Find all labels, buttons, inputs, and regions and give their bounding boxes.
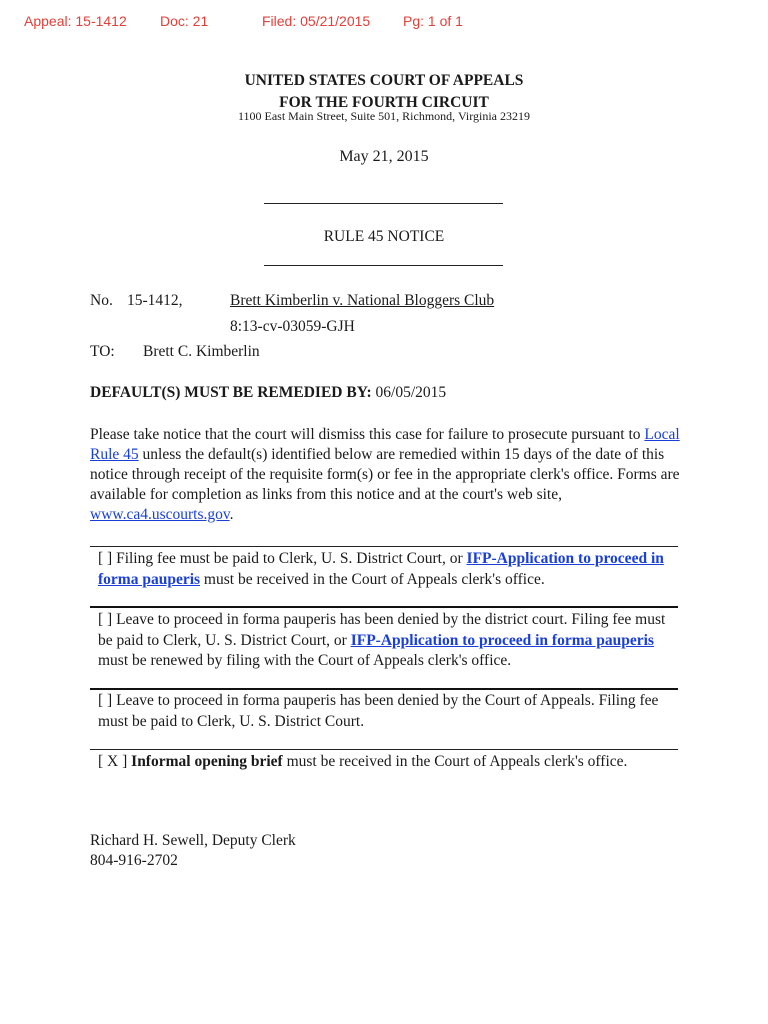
title-rule-top xyxy=(264,203,503,204)
recipient-name: Brett C. Kimberlin xyxy=(143,343,260,360)
item-text: must be received in the Court of Appeals clerk's office. xyxy=(200,570,545,588)
item-text: must be received in the Court of Appeals clerk's office. xyxy=(282,753,628,770)
ifp-application-link[interactable]: IFP-Application to proceed in forma pauperis xyxy=(98,550,664,588)
item-divider xyxy=(90,606,678,608)
item-checkbox: [ ] xyxy=(98,550,113,567)
filed-date: Filed: 05/21/2015 xyxy=(262,13,371,29)
court-name-line-2: FOR THE FOURTH CIRCUIT xyxy=(279,94,489,111)
intro-paragraph xyxy=(90,425,704,525)
court-name xyxy=(0,70,768,114)
doc-number: Doc: 21 xyxy=(160,13,209,29)
item-checkbox: [ ] xyxy=(98,692,113,709)
title-rule-bottom xyxy=(264,265,503,266)
item-divider xyxy=(90,749,678,750)
default-item-ifp-denied-appeals xyxy=(98,691,678,732)
item-checkbox: [ ] xyxy=(98,611,113,628)
item-text: Leave to proceed in forma pauperis has been denied by the Court of Appeals. Filing fee must be paid to Clerk, U. S. District Court. xyxy=(98,692,659,730)
court-website-link[interactable]: www.ca4.uscourts.gov xyxy=(90,506,230,523)
default-item-opening-brief xyxy=(98,752,678,773)
appeal-number: Appeal: 15-1412 xyxy=(24,13,127,29)
to-label: TO: xyxy=(90,343,115,360)
item-divider xyxy=(90,688,678,690)
deadline-line xyxy=(90,384,446,402)
district-case-number: 8:13-cv-03059-GJH xyxy=(230,318,355,335)
item-text: Filing fee must be paid to Clerk, U. S. District Court, or xyxy=(112,550,467,567)
court-address: 1100 East Main Street, Suite 501, Richmond, Virginia 23219 xyxy=(237,109,531,123)
default-item-ifp-denied-district xyxy=(98,610,678,672)
item-text: must be renewed by filing with the Court of Appeals clerk's office. xyxy=(98,652,512,669)
ifp-application-link[interactable]: IFP-Application to proceed in forma pauperis xyxy=(350,631,654,649)
notice-date: May 21, 2015 xyxy=(339,148,429,165)
notice-title: RULE 45 NOTICE xyxy=(323,228,445,245)
court-name-line-1: UNITED STATES COURT OF APPEALS xyxy=(244,72,524,89)
informal-brief-label: Informal opening brief xyxy=(131,753,283,770)
case-number: 15-1412, xyxy=(127,292,183,309)
case-caption: Brett Kimberlin v. National Bloggers Club xyxy=(230,292,495,309)
item-divider xyxy=(90,546,678,547)
default-item-filing-fee xyxy=(98,549,678,590)
intro-text-3: . xyxy=(229,506,234,523)
intro-text-1: Please take notice that the court will dismiss this case for failure to prosecute pursuant to xyxy=(90,426,645,443)
deadline-date: 06/05/2015 xyxy=(375,384,447,401)
clerk-signature: Richard H. Sewell, Deputy Clerk xyxy=(90,832,296,849)
deadline-label: DEFAULT(S) MUST BE REMEDIED BY: xyxy=(90,384,372,401)
case-no-label: No. xyxy=(90,292,113,309)
clerk-phone: 804-916-2702 xyxy=(90,852,178,869)
intro-text-2: unless the default(s) identified below are remedied within 15 days of the date of this notice through receipt of the requisite form(s) or fee in the appropriate clerk's office. Forms are available for completion as links from this notice and at the court's web site, xyxy=(90,446,680,503)
local-rule-45-link[interactable]: Local Rule 45 xyxy=(90,426,680,463)
item-checkbox: [ X ] xyxy=(98,753,128,770)
page-count: Pg: 1 of 1 xyxy=(403,13,463,29)
item-text: Leave to proceed in forma pauperis has been denied by the district court. Filing fee must be paid to Clerk, U. S. District Court, or xyxy=(98,611,666,649)
